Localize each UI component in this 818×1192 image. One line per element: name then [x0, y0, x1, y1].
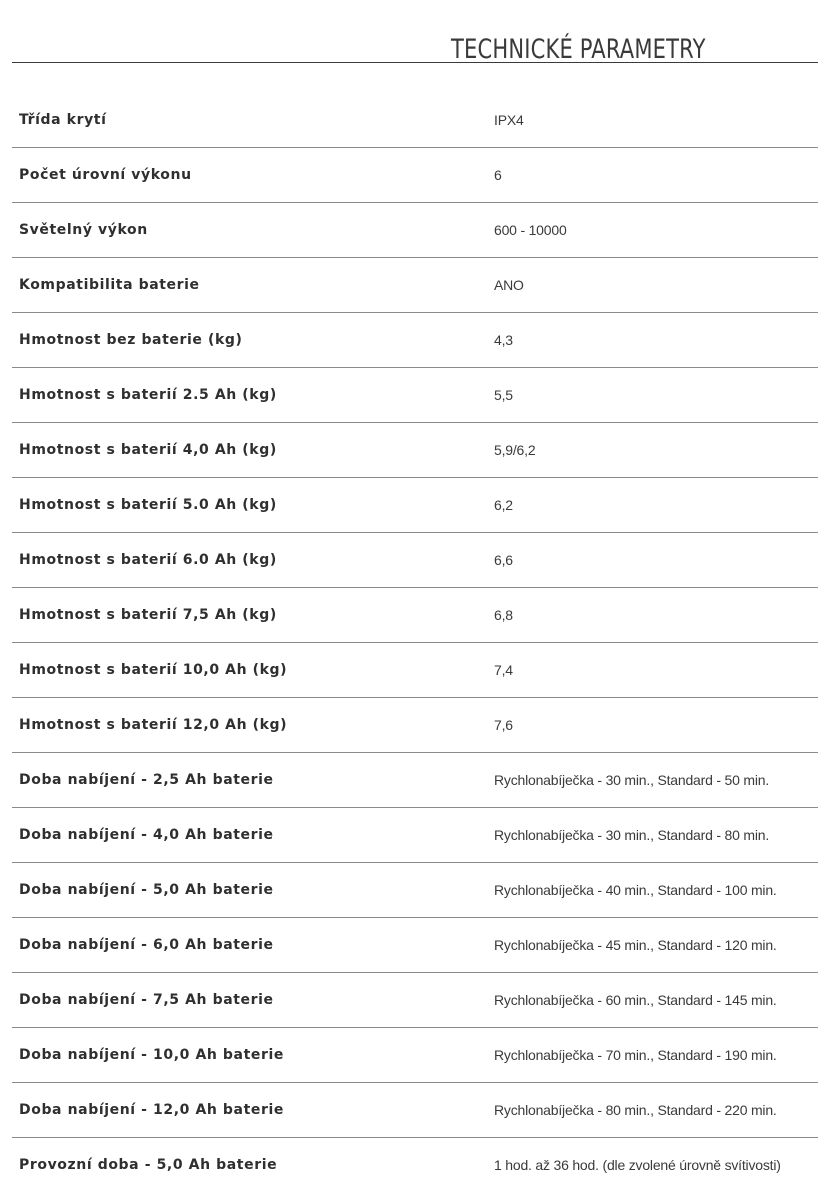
spec-label: Doba nabíjení - 2,5 Ah baterie [19, 772, 274, 788]
spec-row-weight-5-0ah [12, 478, 818, 533]
spec-row-charge-2-5ah [12, 753, 818, 808]
spec-label: Doba nabíjení - 5,0 Ah baterie [19, 882, 274, 898]
spec-row-charge-10-0ah [12, 1028, 818, 1083]
spec-value: 6,2 [494, 497, 513, 513]
spec-value: ANO [494, 277, 524, 293]
spec-label: Doba nabíjení - 7,5 Ah baterie [19, 992, 274, 1008]
spec-label: Hmotnost s baterií 2.5 Ah (kg) [19, 387, 277, 403]
spec-row-weight-no-battery [12, 313, 818, 368]
spec-value: 6 [494, 167, 502, 183]
spec-value: 1 hod. až 36 hod. (dle zvolené úrovně svítivosti) [494, 1157, 781, 1173]
spec-value: Rychlonabíječka - 30 min., Standard - 80 min. [494, 827, 770, 843]
spec-row-weight-4-0ah [12, 423, 818, 478]
spec-value: 7,6 [494, 717, 513, 733]
spec-label: Hmotnost s baterií 10,0 Ah (kg) [19, 662, 288, 678]
spec-value: Rychlonabíječka - 40 min., Standard - 100 min. [494, 882, 777, 898]
spec-value: 4,3 [494, 332, 513, 348]
spec-table [12, 93, 818, 1192]
spec-label: Doba nabíjení - 4,0 Ah baterie [19, 827, 274, 843]
spec-value: IPX4 [494, 112, 524, 128]
spec-label: Hmotnost s baterií 7,5 Ah (kg) [19, 607, 277, 623]
spec-value: 7,4 [494, 662, 513, 678]
spec-value: Rychlonabíječka - 45 min., Standard - 120 min. [494, 937, 777, 953]
spec-label: Doba nabíjení - 12,0 Ah baterie [19, 1102, 284, 1118]
spec-row-battery-compatibility [12, 258, 818, 313]
spec-label: Hmotnost s baterií 6.0 Ah (kg) [19, 552, 277, 568]
spec-label: Hmotnost s baterií 12,0 Ah (kg) [19, 717, 288, 733]
spec-value: 5,9/6,2 [494, 442, 536, 458]
spec-label: Provozní doba - 5,0 Ah baterie [19, 1157, 278, 1173]
page-title: TECHNICKÉ PARAMETRY [451, 34, 706, 66]
spec-value: 6,6 [494, 552, 513, 568]
spec-label: Hmotnost s baterií 5.0 Ah (kg) [19, 497, 277, 513]
spec-row-weight-7-5ah [12, 588, 818, 643]
spec-value: 5,5 [494, 387, 513, 403]
spec-value: Rychlonabíječka - 60 min., Standard - 145 min. [494, 992, 777, 1008]
spec-row-weight-10-0ah [12, 643, 818, 698]
spec-label: Hmotnost s baterií 4,0 Ah (kg) [19, 442, 277, 458]
spec-row-charge-12-0ah [12, 1083, 818, 1138]
spec-row-charge-7-5ah [12, 973, 818, 1028]
spec-label: Počet úrovní výkonu [19, 167, 192, 183]
spec-row-charge-6-0ah [12, 918, 818, 973]
spec-row-weight-12-0ah [12, 698, 818, 753]
spec-row-weight-2-5ah [12, 368, 818, 423]
spec-row-light-output [12, 203, 818, 258]
spec-row-ip-rating [12, 93, 818, 148]
spec-value: Rychlonabíječka - 30 min., Standard - 50 min. [494, 772, 770, 788]
spec-value: Rychlonabíječka - 70 min., Standard - 190 min. [494, 1047, 777, 1063]
spec-row-runtime-5-0ah [12, 1138, 818, 1192]
spec-value: 6,8 [494, 607, 513, 623]
spec-row-power-levels [12, 148, 818, 203]
spec-row-charge-5-0ah [12, 863, 818, 918]
spec-label: Doba nabíjení - 10,0 Ah baterie [19, 1047, 284, 1063]
spec-label: Hmotnost bez baterie (kg) [19, 332, 243, 348]
spec-row-charge-4-0ah [12, 808, 818, 863]
spec-label: Světelný výkon [19, 222, 148, 238]
spec-label: Třída krytí [19, 112, 107, 128]
spec-value: Rychlonabíječka - 80 min., Standard - 220 min. [494, 1102, 777, 1118]
spec-label: Kompatibilita baterie [19, 277, 200, 293]
spec-value: 600 - 10000 [494, 222, 567, 238]
spec-row-weight-6-0ah [12, 533, 818, 588]
page-header [12, 0, 818, 66]
spec-label: Doba nabíjení - 6,0 Ah baterie [19, 937, 274, 953]
